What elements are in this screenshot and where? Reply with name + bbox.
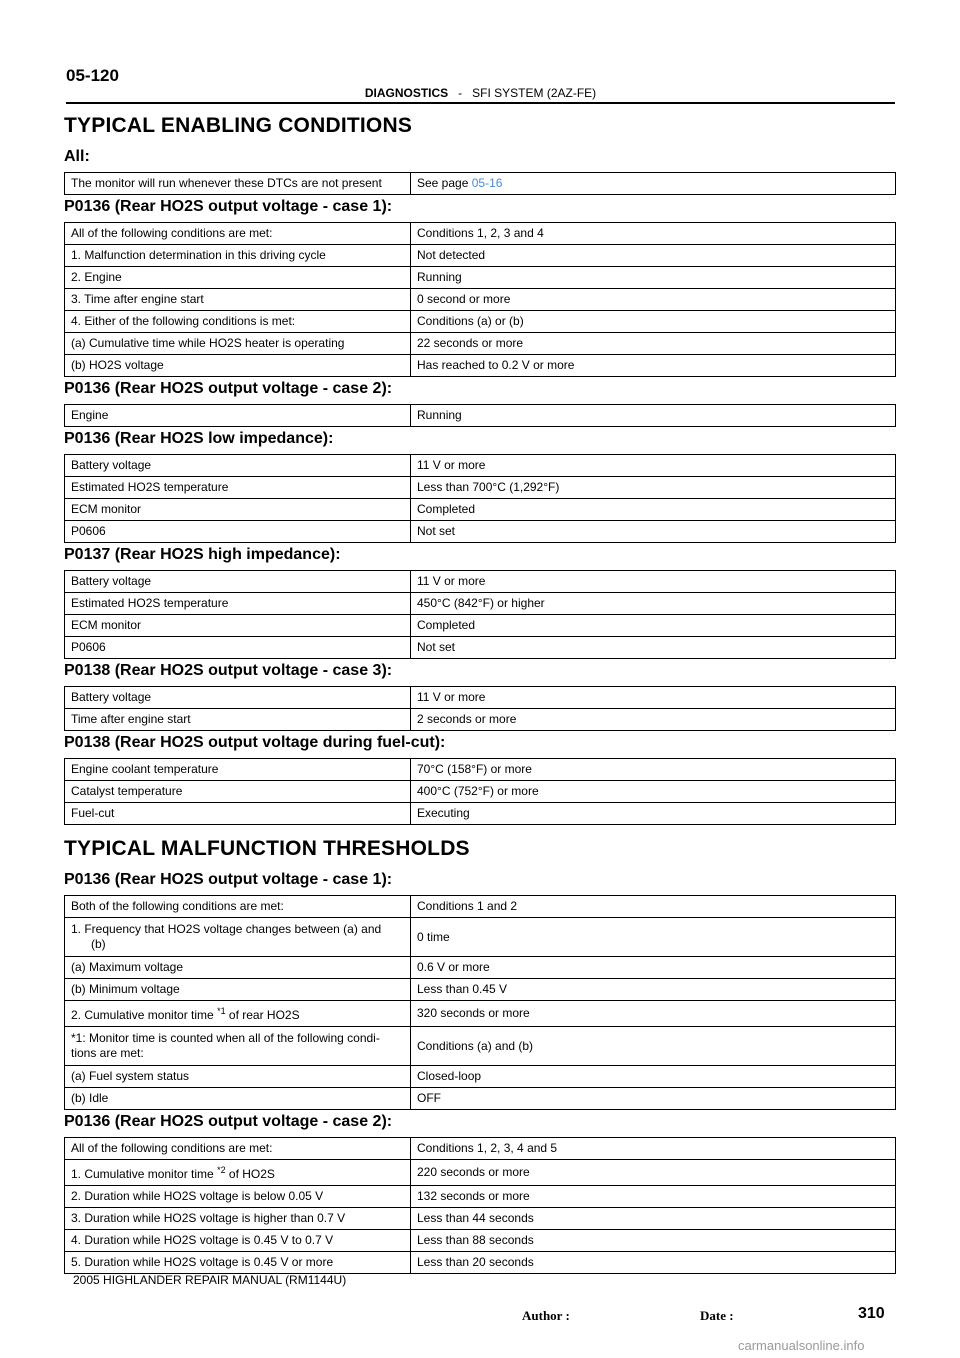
- table-cell: Closed-loop: [411, 1066, 896, 1088]
- table-cell: (a) Fuel system status: [65, 1066, 411, 1088]
- condition-table: [64, 758, 896, 825]
- table-cell: (a) Cumulative time while HO2S heater is operating: [65, 333, 411, 355]
- table-cell: All of the following conditions are met:: [65, 1138, 411, 1160]
- table-cell: Both of the following conditions are met:: [65, 896, 411, 918]
- table-row: [65, 477, 896, 499]
- table-row: [65, 355, 896, 377]
- all-table: [64, 172, 896, 195]
- table-cell: 11 V or more: [411, 455, 896, 477]
- watermark: carmanualsonline.info: [738, 1338, 865, 1353]
- table-cell: 11 V or more: [411, 687, 896, 709]
- table-cell: Less than 700°C (1,292°F): [411, 477, 896, 499]
- table-row: [65, 709, 896, 731]
- table-cell: Has reached to 0.2 V or more: [411, 355, 896, 377]
- table-row: [65, 615, 896, 637]
- table-cell: Not set: [411, 521, 896, 543]
- table-cell: P0606: [65, 521, 411, 543]
- condition-table: [64, 686, 896, 731]
- table-row: [65, 803, 896, 825]
- table-row: [65, 521, 896, 543]
- table-cell: ECM monitor: [65, 499, 411, 521]
- table-cell: Fuel-cut: [65, 803, 411, 825]
- table-row: [65, 311, 896, 333]
- table-cell: Battery voltage: [65, 571, 411, 593]
- condition-group-heading: P0136 (Rear HO2S output voltage - case 1):: [64, 198, 393, 215]
- condition-group-heading: P0137 (Rear HO2S high impedance):: [64, 546, 341, 563]
- table-row: [65, 1088, 896, 1110]
- table-cell: 0.6 V or more: [411, 957, 896, 979]
- table-row: [65, 1230, 896, 1252]
- table-cell: 3. Time after engine start: [65, 289, 411, 311]
- condition-group-heading: P0138 (Rear HO2S output voltage during fuel-cut):: [64, 734, 446, 751]
- header-separator: -: [458, 86, 463, 100]
- table-cell: Battery voltage: [65, 687, 411, 709]
- table-cell: 1. Malfunction determination in this driving cycle: [65, 245, 411, 267]
- table-cell: The monitor will run whenever these DTCs are not present: [65, 173, 411, 195]
- enabling-conditions-title: TYPICAL ENABLING CONDITIONS: [64, 114, 413, 137]
- malfunction-thresholds-title: TYPICAL MALFUNCTION THRESHOLDS: [64, 837, 470, 860]
- table-row: [65, 781, 896, 803]
- table-cell: Estimated HO2S temperature: [65, 477, 411, 499]
- table-row: [65, 1066, 896, 1088]
- table-cell: [65, 1160, 411, 1186]
- section-title: DIAGNOSTICS: [364, 86, 449, 100]
- cell-text: of HO2S: [225, 1167, 275, 1181]
- table-cell: 0 time: [411, 918, 896, 957]
- threshold-case1-heading: P0136 (Rear HO2S output voltage - case 1):: [64, 871, 393, 888]
- cell-line: 1. Frequency that HO2S voltage changes between (a) and: [71, 922, 382, 936]
- cell-text: 1. Cumulative monitor time: [71, 1167, 218, 1181]
- table-cell: (b) HO2S voltage: [65, 355, 411, 377]
- subsection-title: SFI SYSTEM (2AZ-FE): [472, 86, 597, 100]
- table-cell: 132 seconds or more: [411, 1186, 896, 1208]
- table-row: [65, 1138, 896, 1160]
- table-row: [65, 759, 896, 781]
- table-row: [65, 267, 896, 289]
- table-row: [65, 957, 896, 979]
- threshold-case2-heading: P0136 (Rear HO2S output voltage - case 2):: [64, 1113, 393, 1130]
- table-cell: 70°C (158°F) or more: [411, 759, 896, 781]
- table-cell: Completed: [411, 499, 896, 521]
- table-cell: 3. Duration while HO2S voltage is higher than 0.7 V: [65, 1208, 411, 1230]
- page-link[interactable]: 05-16: [471, 176, 503, 190]
- table-cell: 400°C (752°F) or more: [411, 781, 896, 803]
- table-cell: Not detected: [411, 245, 896, 267]
- table-row: [65, 1027, 896, 1066]
- manual-title: 2005 HIGHLANDER REPAIR MANUAL (RM1144U): [73, 1273, 347, 1287]
- table-row: [65, 1001, 896, 1027]
- cell-line: (b): [91, 937, 106, 951]
- table-cell: Catalyst temperature: [65, 781, 411, 803]
- footnote-marker: *1: [217, 1006, 226, 1016]
- table-row: [65, 245, 896, 267]
- all-heading: All:: [64, 148, 90, 165]
- table-row: [65, 173, 896, 195]
- table-cell: 220 seconds or more: [411, 1160, 896, 1186]
- table-cell: 450°C (842°F) or higher: [411, 593, 896, 615]
- date-label: Date :: [700, 1308, 734, 1323]
- table-cell: 11 V or more: [411, 571, 896, 593]
- table-cell: [411, 173, 896, 195]
- table-row: [65, 223, 896, 245]
- table-cell: 2. Engine: [65, 267, 411, 289]
- footnote-marker: *2: [217, 1165, 226, 1175]
- table-cell: 4. Either of the following conditions is met:: [65, 311, 411, 333]
- table-row: [65, 896, 896, 918]
- table-cell: (b) Minimum voltage: [65, 979, 411, 1001]
- table-row: [65, 1186, 896, 1208]
- table-row: [65, 1160, 896, 1186]
- condition-table: [64, 454, 896, 543]
- table-cell: [65, 918, 411, 957]
- table-row: [65, 687, 896, 709]
- table-cell: Completed: [411, 615, 896, 637]
- table-cell: ECM monitor: [65, 615, 411, 637]
- cell-text: 2. Cumulative monitor time: [71, 1008, 218, 1022]
- cell-line: tions are met:: [71, 1046, 144, 1060]
- table-row: [65, 499, 896, 521]
- table-cell: Less than 0.45 V: [411, 979, 896, 1001]
- table-row: [65, 979, 896, 1001]
- enabling-groups: [64, 198, 896, 825]
- page-header: [66, 86, 895, 104]
- table-cell: (b) Idle: [65, 1088, 411, 1110]
- table-cell: Engine coolant temperature: [65, 759, 411, 781]
- threshold-case1-table: [64, 895, 896, 1110]
- table-cell: 2. Duration while HO2S voltage is below 0.05 V: [65, 1186, 411, 1208]
- table-cell: P0606: [65, 637, 411, 659]
- table-cell: [65, 1001, 411, 1027]
- table-cell: OFF: [411, 1088, 896, 1110]
- table-cell: Time after engine start: [65, 709, 411, 731]
- table-cell: Conditions 1 and 2: [411, 896, 896, 918]
- table-cell: Not set: [411, 637, 896, 659]
- table-row: [65, 455, 896, 477]
- table-cell: Conditions (a) and (b): [411, 1027, 896, 1066]
- cell-text: of rear HO2S: [225, 1008, 300, 1022]
- table-cell: 22 seconds or more: [411, 333, 896, 355]
- table-cell: Estimated HO2S temperature: [65, 593, 411, 615]
- see-page-text: See page: [417, 176, 472, 190]
- table-row: [65, 918, 896, 957]
- table-cell: Less than 44 seconds: [411, 1208, 896, 1230]
- condition-group-heading: P0136 (Rear HO2S output voltage - case 2):: [64, 380, 393, 397]
- sheet-number: 310: [858, 1305, 885, 1322]
- page-number: 05-120: [66, 66, 119, 85]
- author-label: Author :: [522, 1308, 570, 1323]
- table-cell: Conditions (a) or (b): [411, 311, 896, 333]
- table-cell: Less than 20 seconds: [411, 1252, 896, 1274]
- table-cell: Less than 88 seconds: [411, 1230, 896, 1252]
- condition-table: [64, 404, 896, 427]
- table-cell: Conditions 1, 2, 3, 4 and 5: [411, 1138, 896, 1160]
- table-cell: All of the following conditions are met:: [65, 223, 411, 245]
- table-row: [65, 289, 896, 311]
- table-cell: Running: [411, 405, 896, 427]
- document-body: [64, 114, 896, 1277]
- table-row: [65, 571, 896, 593]
- threshold-case2-table: [64, 1137, 896, 1274]
- table-row: [65, 333, 896, 355]
- table-cell: Battery voltage: [65, 455, 411, 477]
- table-cell: Engine: [65, 405, 411, 427]
- table-row: [65, 637, 896, 659]
- table-cell: 4. Duration while HO2S voltage is 0.45 V to 0.7 V: [65, 1230, 411, 1252]
- table-cell: 320 seconds or more: [411, 1001, 896, 1027]
- table-cell: 5. Duration while HO2S voltage is 0.45 V or more: [65, 1252, 411, 1274]
- table-row: [65, 1252, 896, 1274]
- table-cell: Executing: [411, 803, 896, 825]
- table-cell: [65, 1027, 411, 1066]
- cell-line: *1: Monitor time is counted when all of the following condi-: [71, 1031, 380, 1045]
- condition-table: [64, 222, 896, 377]
- table-row: [65, 593, 896, 615]
- table-cell: 0 second or more: [411, 289, 896, 311]
- condition-group-heading: P0138 (Rear HO2S output voltage - case 3):: [64, 662, 393, 679]
- table-cell: Conditions 1, 2, 3 and 4: [411, 223, 896, 245]
- condition-group-heading: P0136 (Rear HO2S low impedance):: [64, 430, 334, 447]
- table-cell: 2 seconds or more: [411, 709, 896, 731]
- table-cell: Running: [411, 267, 896, 289]
- table-row: [65, 405, 896, 427]
- condition-table: [64, 570, 896, 659]
- table-row: [65, 1208, 896, 1230]
- table-cell: (a) Maximum voltage: [65, 957, 411, 979]
